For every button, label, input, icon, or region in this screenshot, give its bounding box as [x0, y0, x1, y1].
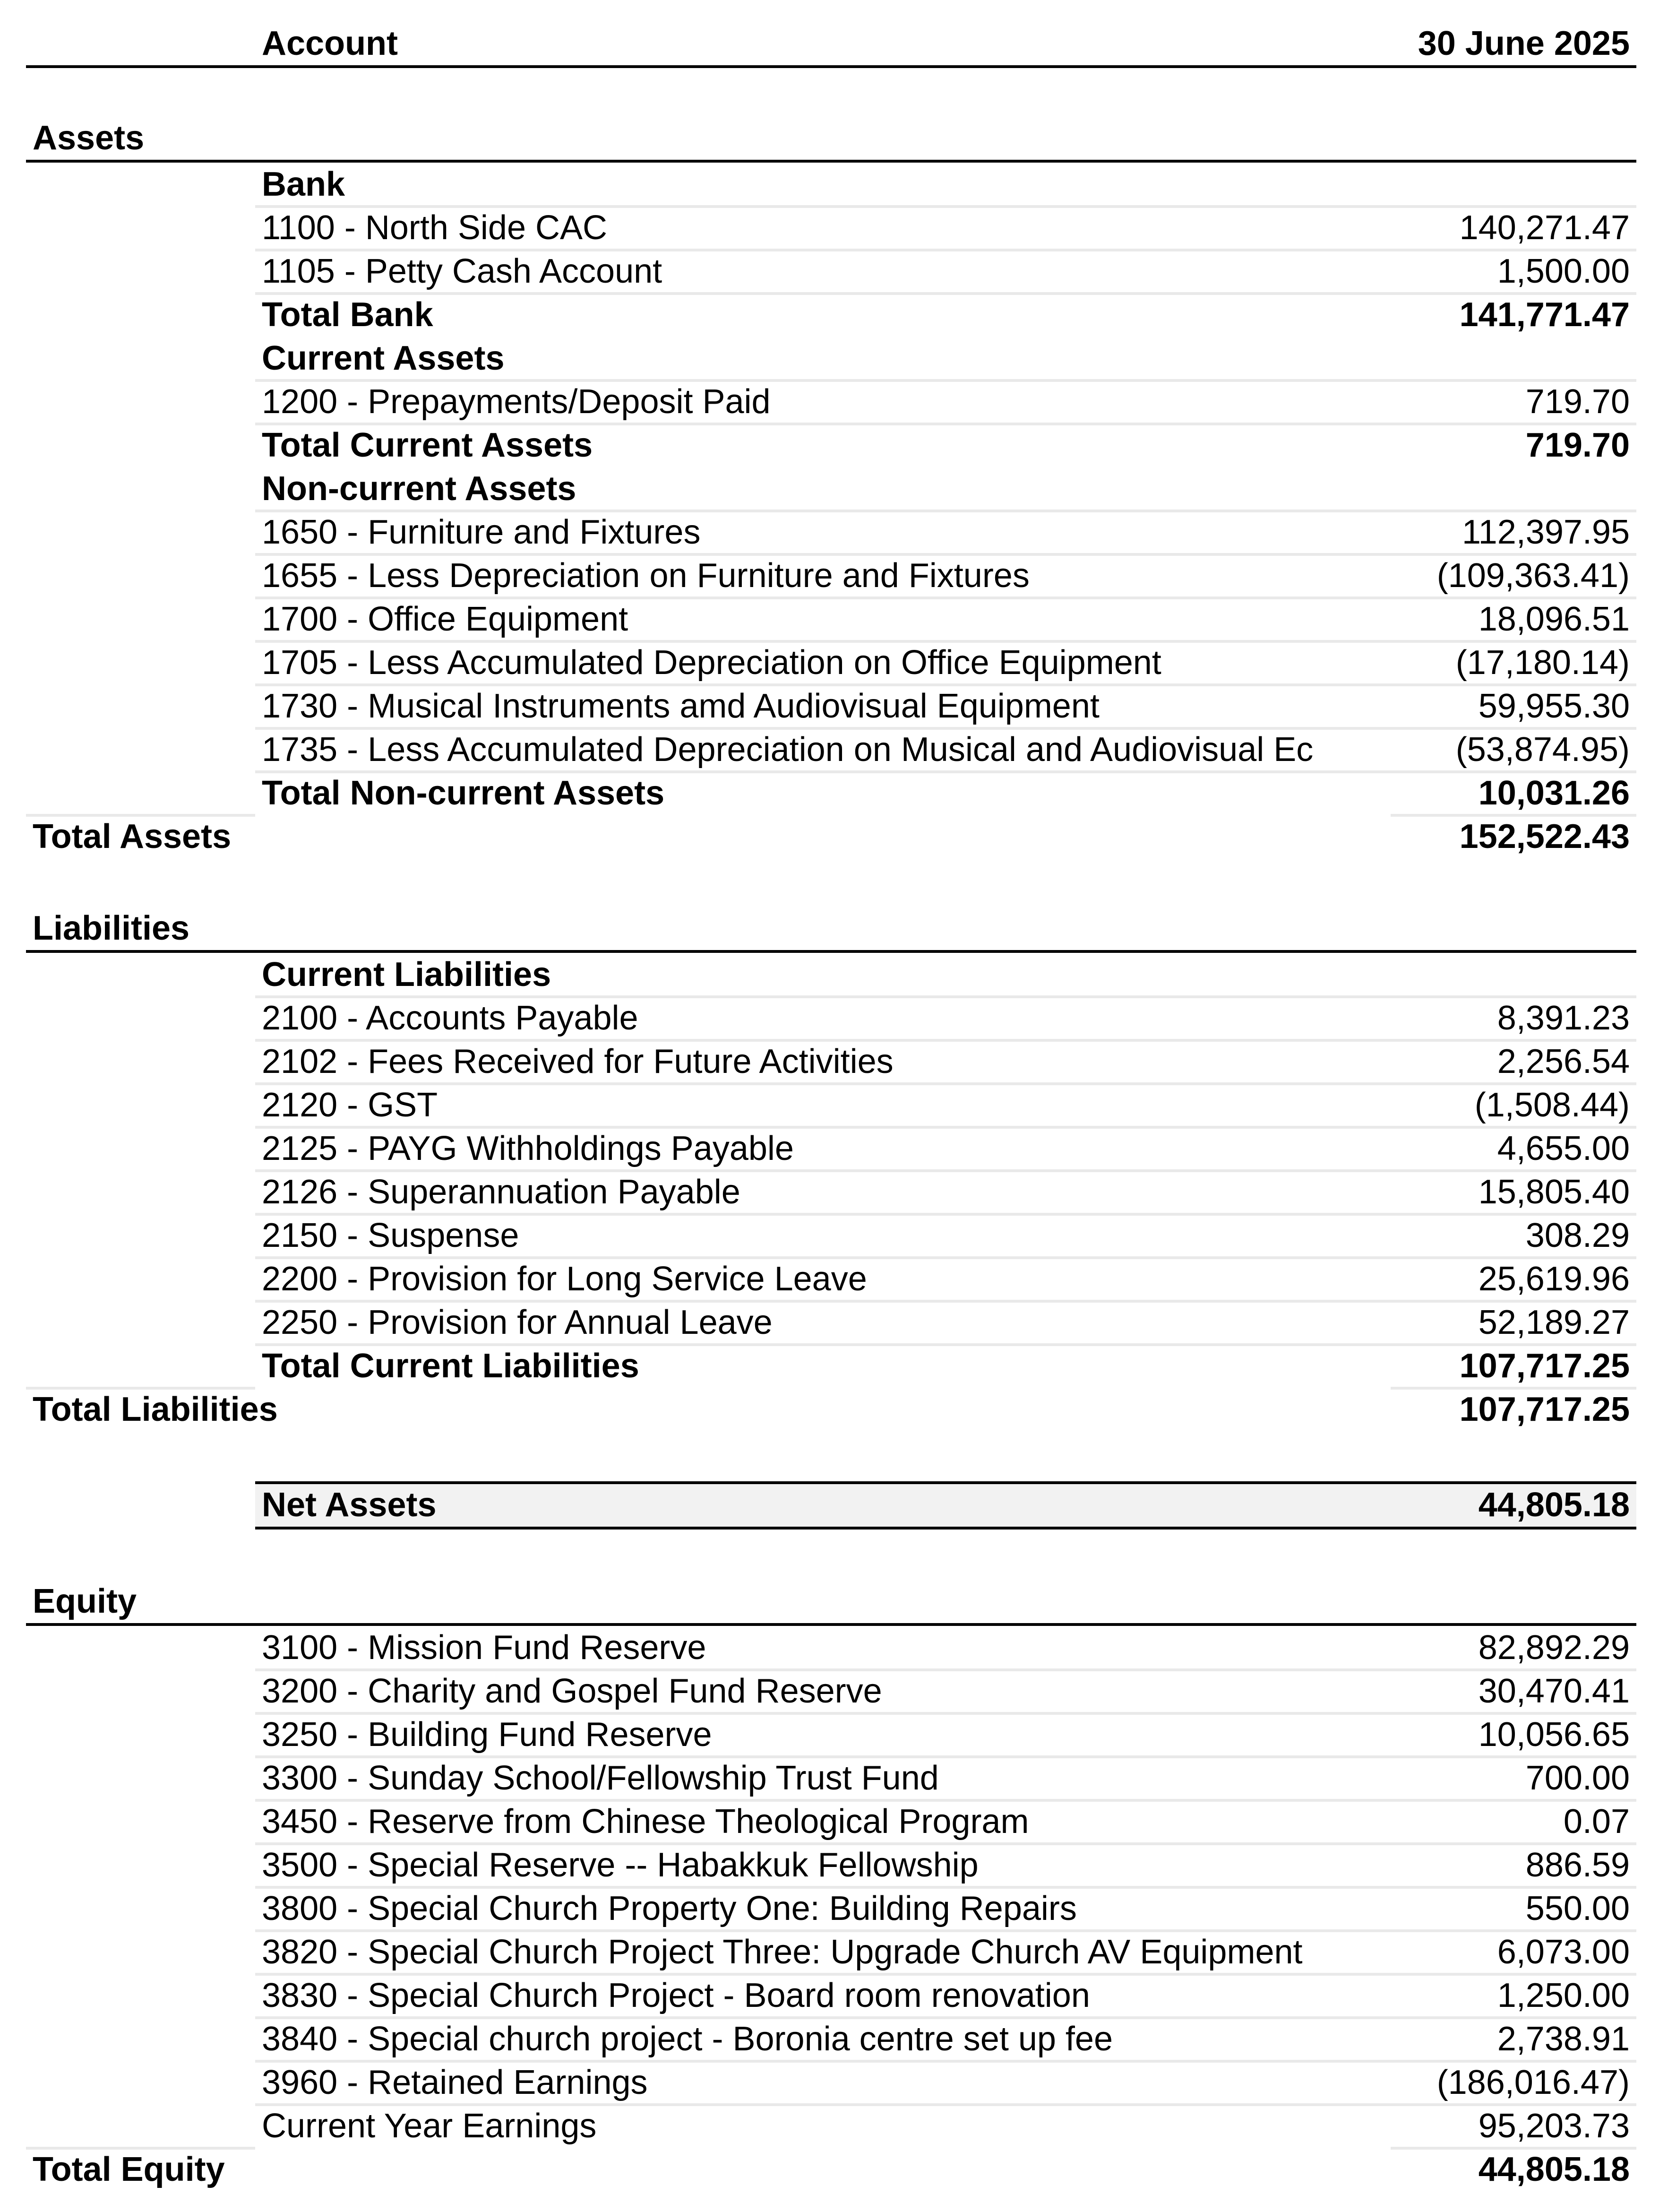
section-liabilities	[26, 904, 1636, 953]
account-value: 30,470.41	[1478, 1672, 1630, 1710]
total-row-equity: Total Equity 44,805.18	[33, 2151, 1630, 2188]
account-label: 3200 - Charity and Gospel Fund Reserve	[262, 1672, 882, 1710]
account-label: 2120 - GST	[262, 1086, 438, 1124]
table-row	[26, 1756, 1636, 1800]
account-value: (17,180.14)	[1455, 644, 1630, 682]
group-title-current-liabilities: Current Liabilities	[262, 956, 551, 994]
account-label: 2126 - Superannuation Payable	[262, 1173, 740, 1211]
table-row	[26, 1301, 1636, 1344]
account-value: 8,391.23	[1497, 999, 1630, 1037]
account-value: 112,397.95	[1462, 513, 1630, 551]
account-label: 2150 - Suspense	[262, 1217, 519, 1254]
table-row	[26, 1930, 1636, 1974]
account-label: 3450 - Reserve from Chinese Theological Program	[262, 1803, 1029, 1840]
table-row	[26, 684, 1636, 728]
table-row	[26, 996, 1636, 1040]
table-row	[26, 380, 1636, 423]
account-label: 1105 - Petty Cash Account	[262, 252, 662, 290]
account-value: 4,655.00	[1497, 1130, 1630, 1167]
account-value: 52,189.27	[1478, 1304, 1630, 1341]
account-label: 2250 - Provision for Annual Leave	[262, 1304, 773, 1341]
section-assets	[26, 113, 1636, 163]
section-equity	[26, 1577, 1636, 1626]
account-label: 1735 - Less Accumulated Depreciation on Musical and Audiovisual Ec	[262, 731, 1314, 769]
account-label: 3800 - Special Church Property One: Building Repairs	[262, 1890, 1077, 1927]
account-label: 3830 - Special Church Project - Board room renovation	[262, 1977, 1090, 2014]
account-value: 95,203.73	[1478, 2107, 1630, 2145]
table-row	[26, 641, 1636, 684]
group-title-bank: Bank	[262, 165, 345, 203]
table-row	[26, 510, 1636, 554]
account-label: 3300 - Sunday School/Fellowship Trust Fund	[262, 1759, 939, 1797]
table-row	[26, 1214, 1636, 1257]
account-value: 6,073.00	[1497, 1933, 1630, 1971]
account-value: 2,738.91	[1497, 2020, 1630, 2058]
table-row	[26, 1974, 1636, 2017]
table-row	[26, 1713, 1636, 1756]
account-value: 308.29	[1525, 1217, 1630, 1254]
account-value: 886.59	[1525, 1846, 1630, 1884]
account-label: 2200 - Provision for Long Service Leave	[262, 1260, 867, 1298]
subtotal-row: Total Non-current Assets 10,031.26	[262, 774, 1630, 812]
table-row	[26, 1800, 1636, 1843]
table-row	[26, 1170, 1636, 1214]
account-label: 3500 - Special Reserve -- Habakkuk Fellowship	[262, 1846, 979, 1884]
account-value: (109,363.41)	[1436, 557, 1630, 595]
table-row	[26, 2104, 1636, 2148]
account-label: 2102 - Fees Received for Future Activities	[262, 1043, 894, 1080]
section-title: Equity	[33, 1582, 137, 1620]
account-value: (1,508.44)	[1474, 1086, 1630, 1124]
account-label: 2100 - Accounts Payable	[262, 999, 638, 1037]
account-label: 1655 - Less Depreciation on Furniture and Fixtures	[262, 557, 1030, 595]
account-value: 59,955.30	[1478, 687, 1630, 725]
account-value: 25,619.96	[1478, 1260, 1630, 1298]
account-column-header: Account	[262, 25, 398, 62]
account-value: 550.00	[1525, 1890, 1630, 1927]
total-row-assets: Total Assets 152,522.43	[33, 818, 1630, 855]
table-row	[26, 2017, 1636, 2061]
account-value: 719.70	[1525, 383, 1630, 421]
table-row	[26, 2061, 1636, 2104]
account-value: 1,250.00	[1497, 1977, 1630, 2014]
balance-sheet	[26, 19, 1636, 2191]
subtotal-row: Total Current Liabilities 107,717.25	[262, 1347, 1630, 1385]
table-row	[26, 1127, 1636, 1170]
table-row	[26, 597, 1636, 641]
account-value: 0.07	[1563, 1803, 1630, 1840]
account-label: 3840 - Special church project - Boronia centre set up fee	[262, 2020, 1113, 2058]
account-value: 140,271.47	[1459, 209, 1630, 247]
table-row	[26, 1040, 1636, 1083]
account-label: 1730 - Musical Instruments amd Audiovisual Equipment	[262, 687, 1100, 725]
account-label: 3250 - Building Fund Reserve	[262, 1716, 712, 1754]
account-label: 1700 - Office Equipment	[262, 600, 628, 638]
table-row	[26, 1257, 1636, 1301]
account-value: (53,874.95)	[1455, 731, 1630, 769]
subtotal-row: Total Bank 141,771.47	[262, 296, 1630, 334]
table-row	[26, 1669, 1636, 1713]
table-row	[26, 250, 1636, 293]
account-label: 1200 - Prepayments/Deposit Paid	[262, 383, 771, 421]
account-label: 3960 - Retained Earnings	[262, 2064, 648, 2101]
group-title-noncurrent-assets: Non-current Assets	[262, 470, 576, 508]
net-assets-value: 44,805.18	[1478, 1486, 1630, 1524]
account-value: 82,892.29	[1478, 1629, 1630, 1667]
account-label: Current Year Earnings	[262, 2107, 597, 2145]
section-title: Liabilities	[33, 909, 190, 947]
table-row	[26, 728, 1636, 771]
account-value: 700.00	[1525, 1759, 1630, 1797]
account-label: 1705 - Less Accumulated Depreciation on Office Equipment	[262, 644, 1161, 682]
account-label: 2125 - PAYG Withholdings Payable	[262, 1130, 794, 1167]
account-label: 3820 - Special Church Project Three: Upgrade Church AV Equipment	[262, 1933, 1303, 1971]
account-value: 1,500.00	[1497, 252, 1630, 290]
account-value: 15,805.40	[1478, 1173, 1630, 1211]
total-row-liabilities: Total Liabilities 107,717.25	[33, 1391, 1630, 1428]
subtotal-row: Total Current Assets 719.70	[262, 426, 1630, 464]
account-value: (186,016.47)	[1436, 2064, 1630, 2101]
group-title-current-assets: Current Assets	[262, 339, 505, 377]
table-row	[26, 206, 1636, 250]
table-header	[26, 19, 1636, 68]
date-column-header: 30 June 2025	[1418, 25, 1630, 62]
table-row	[26, 1083, 1636, 1127]
net-assets-row	[255, 1481, 1636, 1529]
account-label: 1100 - North Side CAC	[262, 209, 608, 247]
section-title: Assets	[33, 119, 145, 157]
table-row	[26, 1843, 1636, 1887]
account-label: 1650 - Furniture and Fixtures	[262, 513, 701, 551]
account-value: 10,056.65	[1478, 1716, 1630, 1754]
net-assets-label: Net Assets	[262, 1486, 437, 1524]
table-row	[26, 1626, 1636, 1669]
table-row	[26, 1887, 1636, 1930]
account-value: 18,096.51	[1478, 600, 1630, 638]
table-row	[26, 554, 1636, 597]
account-label: 3100 - Mission Fund Reserve	[262, 1629, 706, 1667]
account-value: 2,256.54	[1497, 1043, 1630, 1080]
